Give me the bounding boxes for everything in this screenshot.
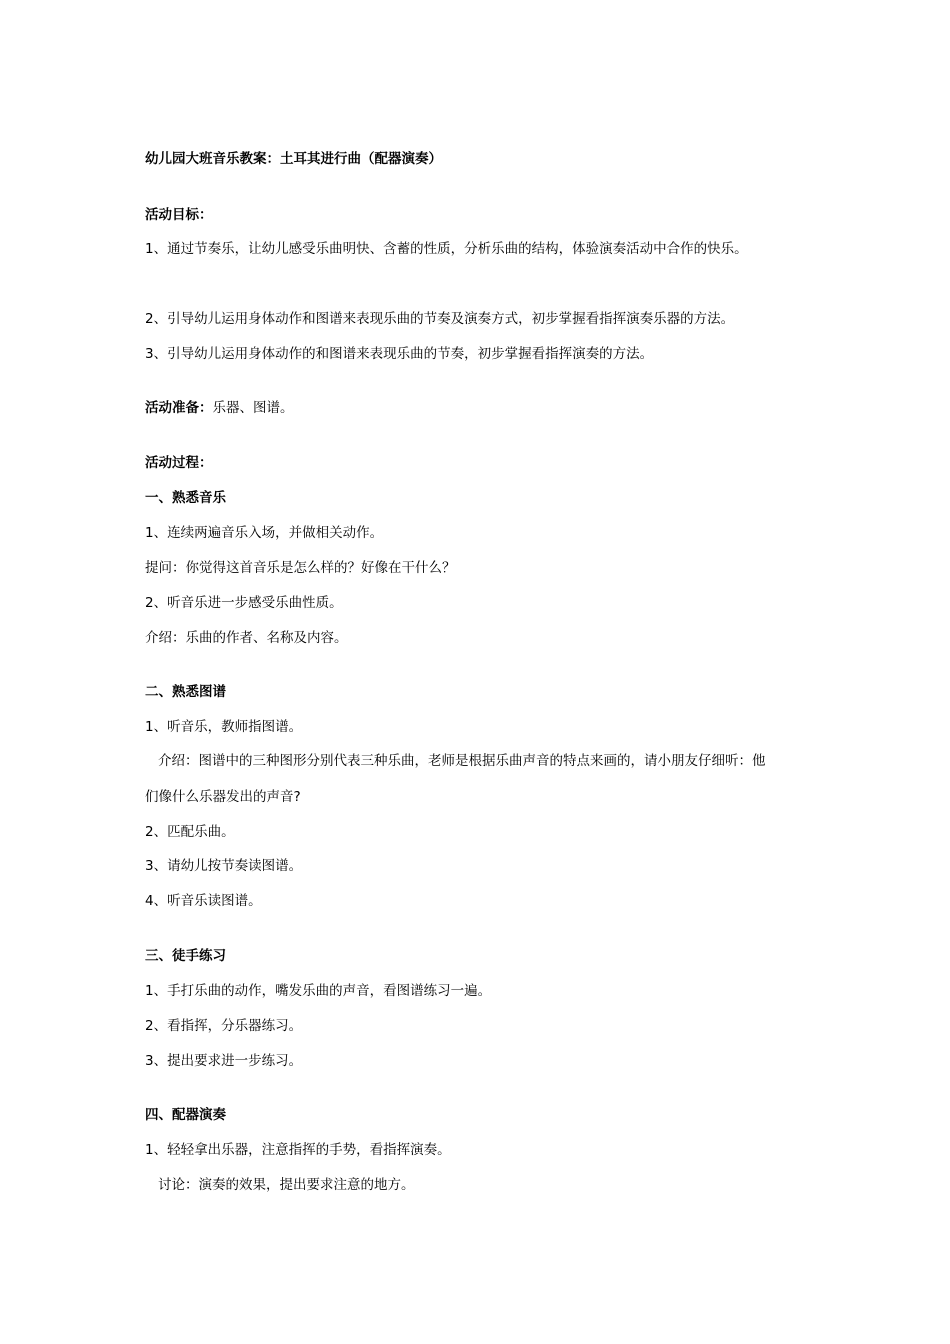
goals-heading: 活动目标： [145, 207, 213, 223]
section-1-line: 1、连续两遍音乐入场，并做相关动作。 [145, 525, 384, 541]
section-1-line: 提问：你觉得这首音乐是怎么样的？好像在干什么？ [145, 560, 456, 576]
section-3-line: 3、提出要求进一步练习。 [145, 1053, 303, 1069]
process-heading: 活动过程： [145, 455, 213, 471]
preparation-label: 活动准备： [145, 400, 213, 416]
section-3-line: 2、看指挥，分乐器练习。 [145, 1018, 303, 1034]
section-2-line: 2、匹配乐曲。 [145, 824, 235, 840]
goal-item-3: 3、引导幼儿运用身体动作的和图谱来表现乐曲的节奏，初步掌握看指挥演奏的方法。 [145, 346, 654, 362]
section-4-line: 讨论：演奏的效果，提出要求注意的地方。 [158, 1177, 415, 1193]
goal-item-1: 1、通过节奏乐，让幼儿感受乐曲明快、含蓄的性质，分析乐曲的结构，体验演奏活动中合作的快乐。 [145, 241, 748, 257]
section-1-heading: 一、熟悉音乐 [145, 490, 226, 506]
section-1-line: 2、听音乐进一步感受乐曲性质。 [145, 595, 343, 611]
section-2-line: 们像什么乐器发出的声音? [145, 789, 301, 805]
section-4-line: 1、轻轻拿出乐器，注意指挥的手势，看指挥演奏。 [145, 1142, 451, 1158]
section-3-line: 1、手打乐曲的动作，嘴发乐曲的声音，看图谱练习一遍。 [145, 983, 492, 999]
section-2-line: 4、听音乐读图谱。 [145, 893, 262, 909]
section-4-heading: 四、配器演奏 [145, 1107, 226, 1123]
section-1-line: 介绍：乐曲的作者、名称及内容。 [145, 630, 348, 646]
section-2-line: 3、请幼儿按节奏读图谱。 [145, 858, 303, 874]
preparation-line [145, 399, 294, 417]
preparation-value: 乐器、图谱。 [212, 400, 294, 416]
goal-item-2: 2、引导幼儿运用身体动作和图谱来表现乐曲的节奏及演奏方式，初步掌握看指挥演奏乐器的方法。 [145, 311, 735, 327]
section-3-heading: 三、徒手练习 [145, 948, 226, 964]
section-2-heading: 二、熟悉图谱 [145, 684, 226, 700]
section-2-line: 1、听音乐，教师指图谱。 [145, 719, 303, 735]
document-title: 幼儿园大班音乐教案：土耳其进行曲（配器演奏） [145, 151, 442, 167]
section-2-line: 介绍：图谱中的三种图形分别代表三种乐曲，老师是根据乐曲声音的特点来画的，请小朋友仔细听：他 [158, 753, 766, 769]
